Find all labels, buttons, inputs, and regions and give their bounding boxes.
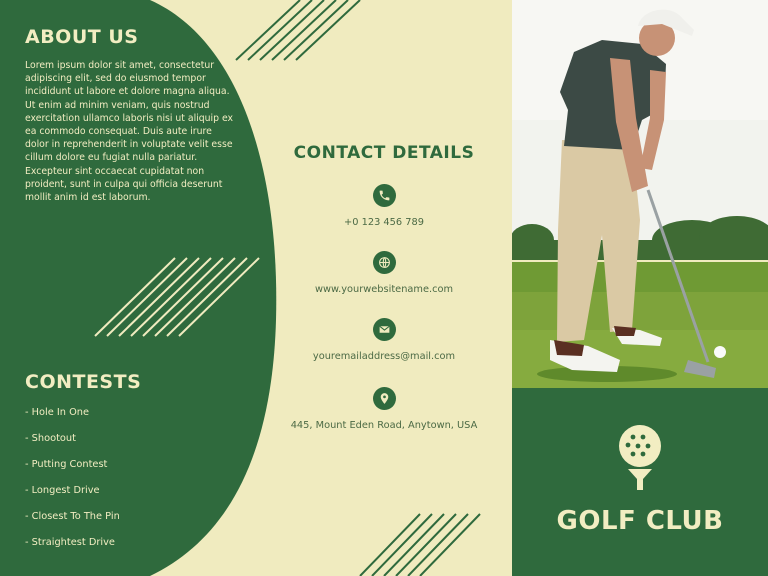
address-text: 445, Mount Eden Road, Anytown, USA [290, 420, 478, 431]
globe-icon [373, 251, 396, 274]
envelope-icon [373, 318, 396, 341]
contact-details-heading: CONTACT DETAILS [293, 143, 475, 163]
golf-club-panel [512, 388, 768, 576]
contact-email [256, 318, 512, 362]
golfer-photo [512, 0, 768, 388]
contact-website [256, 251, 512, 295]
phone-number: +0 123 456 789 [344, 217, 424, 228]
contest-item: - Longest Drive [25, 485, 100, 496]
contests-list [25, 400, 120, 556]
email-link[interactable]: youremailaddress@mail.com [312, 351, 456, 362]
website-link[interactable]: www.yourwebsitename.com [314, 284, 454, 295]
contest-item: - Straightest Drive [25, 537, 115, 548]
phone-icon [373, 184, 396, 207]
contest-item: - Putting Contest [25, 459, 108, 470]
about-us-heading: ABOUT US [25, 26, 139, 48]
location-pin-icon [373, 387, 396, 410]
contest-item: - Closest To The Pin [25, 511, 120, 522]
contest-item: - Hole In One [25, 407, 90, 418]
about-us-body: Lorem ipsum dolor sit amet, consectetur adipiscing elit, sed do eiusmod tempor incididunt ut labore et dolore magna aliqua. Ut enim ad minim veniam, quis nostrud exercitation ullamco laboris nisi ut aliquip ex ea commodo consequat. Duis aute irure dolor in reprehenderit in voluptate velit esse cillum dolore eu fugiat nulla pariatur. Excepteur sint occaecat cupidatat non proident, sunt in culpa qui officia deserunt mollit anim id est laborum. [25, 60, 234, 204]
golf-club-title: GOLF CLUB [556, 506, 724, 536]
contact-address [256, 387, 512, 431]
contests-heading: CONTESTS [25, 371, 142, 393]
golf-ball-on-tee-icon [616, 424, 664, 496]
contact-phone [256, 184, 512, 228]
contest-item: - Shootout [25, 433, 76, 444]
